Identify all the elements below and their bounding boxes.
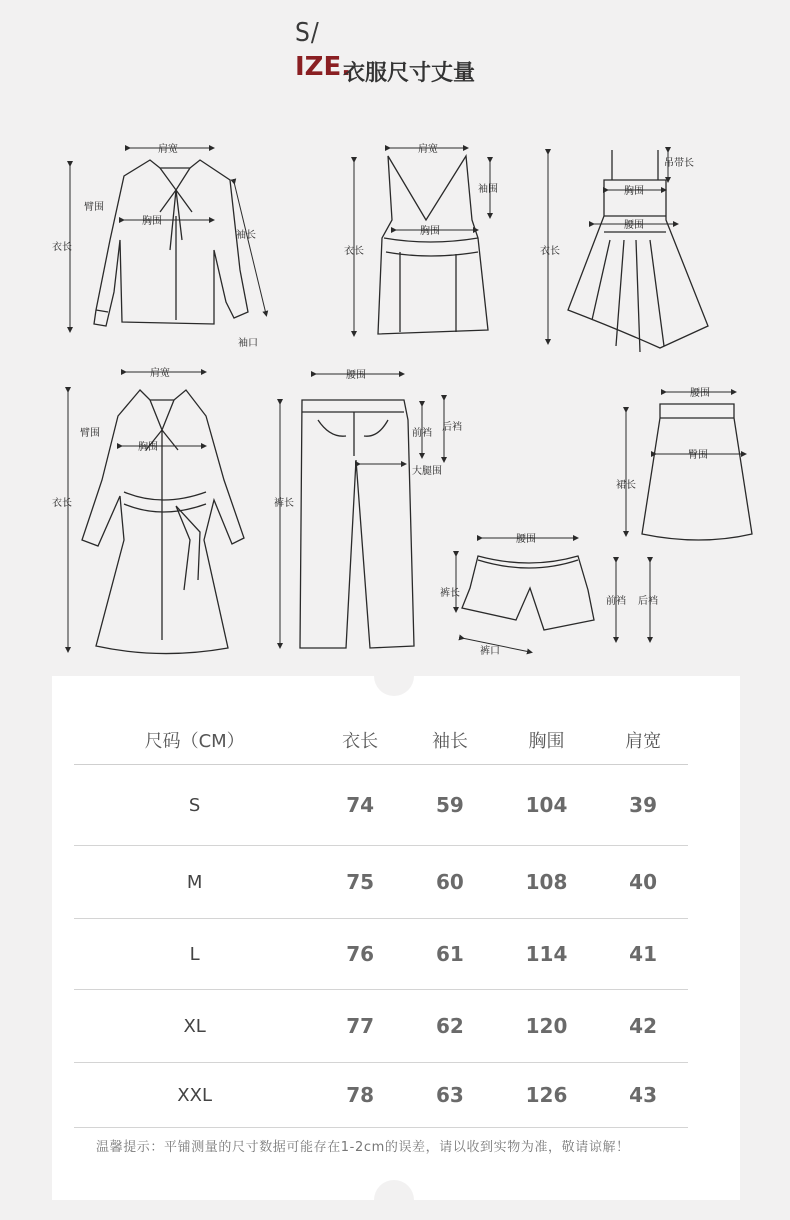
card-notch-top [374, 656, 414, 696]
label-back-rise-7: 后裆 [638, 596, 658, 607]
label-chest-2: 胸围 [420, 226, 440, 237]
shorts-illustration [462, 556, 594, 630]
cell-size: M [74, 846, 315, 919]
cell-sleeve: 63 [405, 1063, 495, 1128]
label-pantslen-5: 裤长 [274, 498, 294, 509]
measurement-note: 温馨提示：平铺测量的尺寸数据可能存在1-2cm的误差，请以收到实物为准，敬请谅解！ [96, 1140, 630, 1155]
table-row [74, 1063, 688, 1128]
label-leg-opening-7: 裤口 [480, 646, 500, 657]
label-chest-3: 胸围 [624, 186, 644, 197]
header-chest: 胸围 [495, 716, 598, 765]
label-thigh-5: 大腿围 [412, 466, 442, 477]
cell-length: 75 [315, 846, 405, 919]
size-table [74, 716, 688, 1128]
header-sleeve: 袖长 [405, 716, 495, 765]
table-row [74, 990, 688, 1063]
cell-length: 78 [315, 1063, 405, 1128]
page-title: 衣服尺寸丈量 [343, 61, 476, 86]
cell-shoulder: 40 [598, 846, 688, 919]
cell-sleeve: 59 [405, 765, 495, 846]
cell-size: L [74, 919, 315, 990]
label-waist-5: 腰围 [346, 370, 366, 381]
header-s-text: S/ [295, 18, 320, 48]
slip-dress-illustration [568, 150, 708, 352]
cell-size: S [74, 765, 315, 846]
label-waist-6: 腰围 [690, 388, 710, 399]
cell-sleeve: 60 [405, 846, 495, 919]
label-sleeve-2: 袖围 [478, 184, 498, 195]
cell-shoulder: 41 [598, 919, 688, 990]
trench-coat-illustration [82, 390, 244, 654]
cell-shoulder: 42 [598, 990, 688, 1063]
cell-chest: 114 [495, 919, 598, 990]
cell-chest: 104 [495, 765, 598, 846]
label-length-3: 衣长 [540, 246, 560, 257]
label-hip-6: 臀围 [688, 450, 708, 461]
size-chart-card [52, 676, 740, 1200]
cell-size: XXL [74, 1063, 315, 1128]
trousers-illustration [300, 400, 414, 648]
label-pantslen-7: 裤长 [440, 588, 460, 599]
table-row [74, 846, 688, 919]
cell-length: 74 [315, 765, 405, 846]
label-front-rise-7: 前裆 [606, 596, 626, 607]
card-notch-bottom [374, 1180, 414, 1220]
label-cuff-1: 袖口 [238, 338, 258, 349]
cell-length: 77 [315, 990, 405, 1063]
measurement-diagram [0, 120, 790, 680]
label-length-4: 衣长 [52, 498, 72, 509]
label-front-rise-5: 前裆 [412, 428, 432, 439]
cell-chest: 108 [495, 846, 598, 919]
label-shoulder-1: 肩宽 [158, 144, 178, 155]
label-waist-7: 腰围 [516, 534, 536, 545]
cell-length: 76 [315, 919, 405, 990]
label-shoulder-4: 肩宽 [150, 368, 170, 379]
label-arm-4: 臂围 [80, 428, 100, 439]
label-waist-3: 腰围 [624, 220, 644, 231]
label-skirtlen-6: 裙长 [616, 480, 636, 491]
header-size: 尺码（CM） [74, 716, 315, 765]
header-ize-text: IZE. [295, 52, 352, 82]
table-row [74, 919, 688, 990]
cell-shoulder: 43 [598, 1063, 688, 1128]
skirt-illustration [642, 404, 752, 540]
cell-chest: 126 [495, 1063, 598, 1128]
header-length: 衣长 [315, 716, 405, 765]
table-row [74, 765, 688, 846]
blouse-illustration [94, 160, 248, 326]
tank-top-illustration [378, 156, 488, 334]
cell-shoulder: 39 [598, 765, 688, 846]
label-length-1: 衣长 [52, 242, 72, 253]
cell-size: XL [74, 990, 315, 1063]
label-strap: 吊带长 [664, 158, 694, 169]
label-length-2: 衣长 [344, 246, 364, 257]
table-header-row [74, 716, 688, 765]
label-chest-4: 胸围 [138, 442, 158, 453]
label-arm-1: 臂围 [84, 202, 104, 213]
label-shoulder-2: 肩宽 [418, 144, 438, 155]
cell-sleeve: 62 [405, 990, 495, 1063]
cell-chest: 120 [495, 990, 598, 1063]
cell-sleeve: 61 [405, 919, 495, 990]
label-chest-1: 胸围 [142, 216, 162, 227]
label-back-rise-5: 后裆 [442, 422, 462, 433]
label-sleeve-1: 袖长 [236, 230, 256, 241]
header-shoulder: 肩宽 [598, 716, 688, 765]
